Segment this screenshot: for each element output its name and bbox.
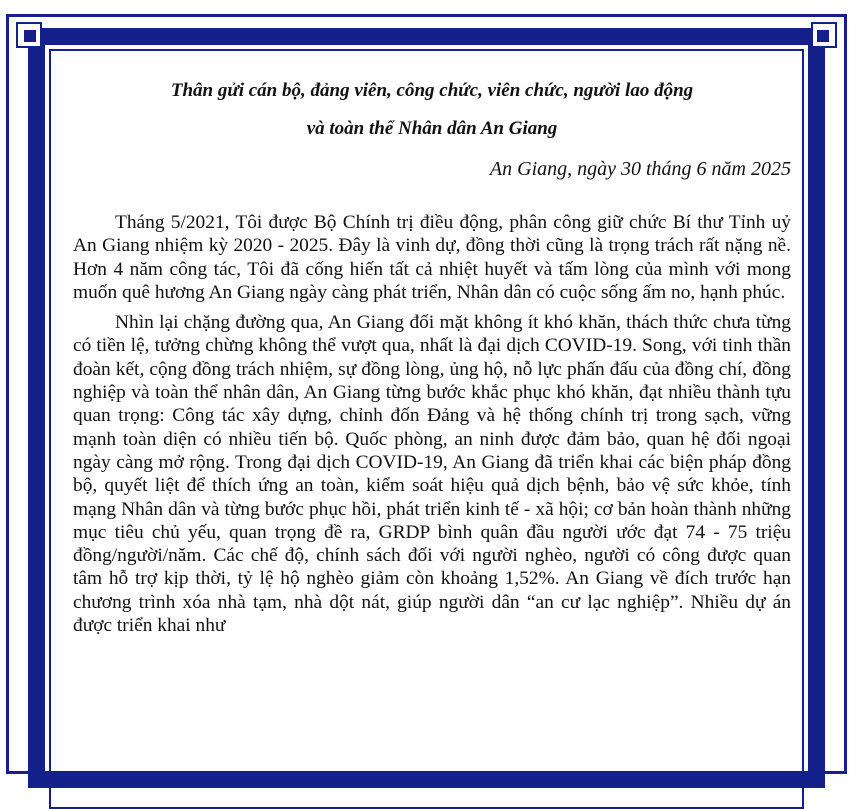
letter-body bbox=[73, 211, 791, 644]
corner-square-top-left bbox=[24, 30, 36, 42]
paragraph-1: Tháng 5/2021, Tôi được Bộ Chính trị điều động, phân công giữ chức Bí thư Tỉnh uỷ An Giang nhiệm kỳ 2020 - 2025. Đây là vinh dự, đồng thời cũng là trọng trách rất nặng nề. Hơn 4 năm công tác, Tôi đã cống hiến tất cả nhiệt huyết và tấm lòng của mình với mong muốn quê hương An Giang ngày càng phát triển, Nhân dân có cuộc sống ấm no, hạnh phúc. bbox=[73, 212, 791, 303]
heading-line-1: Thân gửi cán bộ, đảng viên, công chức, viên chức, người lao động bbox=[170, 80, 694, 101]
corner-square-top-right bbox=[817, 30, 829, 42]
heading-line-2: và toàn thể Nhân dân An Giang bbox=[306, 118, 558, 139]
letter-dateline: An Giang, ngày 30 tháng 6 năm 2025 bbox=[489, 158, 791, 180]
paragraph-2: Nhìn lại chặng đường qua, An Giang đối mặt không ít khó khăn, thách thức chưa từng có tiền lệ, tưởng chừng không thể vượt qua, nhất là đại dịch COVID-19. Song, với tinh thần đoàn kết, cộng đồng trách nhiệm, sự đồng lòng, ủng hộ, nỗ lực phấn đấu của đồng chí, đồng nghiệp và toàn thể nhân dân, An Giang từng bước khắc phục khó khăn, đạt nhiều thành tựu quan trọng: Công tác xây dựng, chỉnh đốn Đảng và hệ thống chính trị trong sạch, vững mạnh toàn diện có nhiều tiến bộ. Quốc phòng, an ninh được đảm bảo, quan hệ đối ngoại ngày càng mở rộng. Trong đại dịch COVID-19, An Giang đã triển khai các biện pháp đồng bộ, quyết liệt để thích ứng an toàn, kiểm soát hiệu quả dịch bệnh, bảo vệ sức khỏe, tính mạng Nhân dân và từng bước phục hồi, phát triển kinh tế - xã hội; cơ bản hoàn thành những mục tiêu chủ yếu, quan trọng đề ra, GRDP bình quân đầu người ước đạt 74 - 75 triệu đồng/người/năm. Các chế độ, chính sách đối với người nghèo, người có công được quan tâm hỗ trợ kịp thời, tỷ lệ hộ nghèo giảm còn khoảng 1,52%. An Giang về đích trước hạn chương trình xóa nhà tạm, nhà dột nát, giúp người dân “an cư lạc nghiệp”. Nhiều dự án được triển khai như bbox=[73, 312, 791, 637]
letter-heading bbox=[73, 72, 791, 148]
